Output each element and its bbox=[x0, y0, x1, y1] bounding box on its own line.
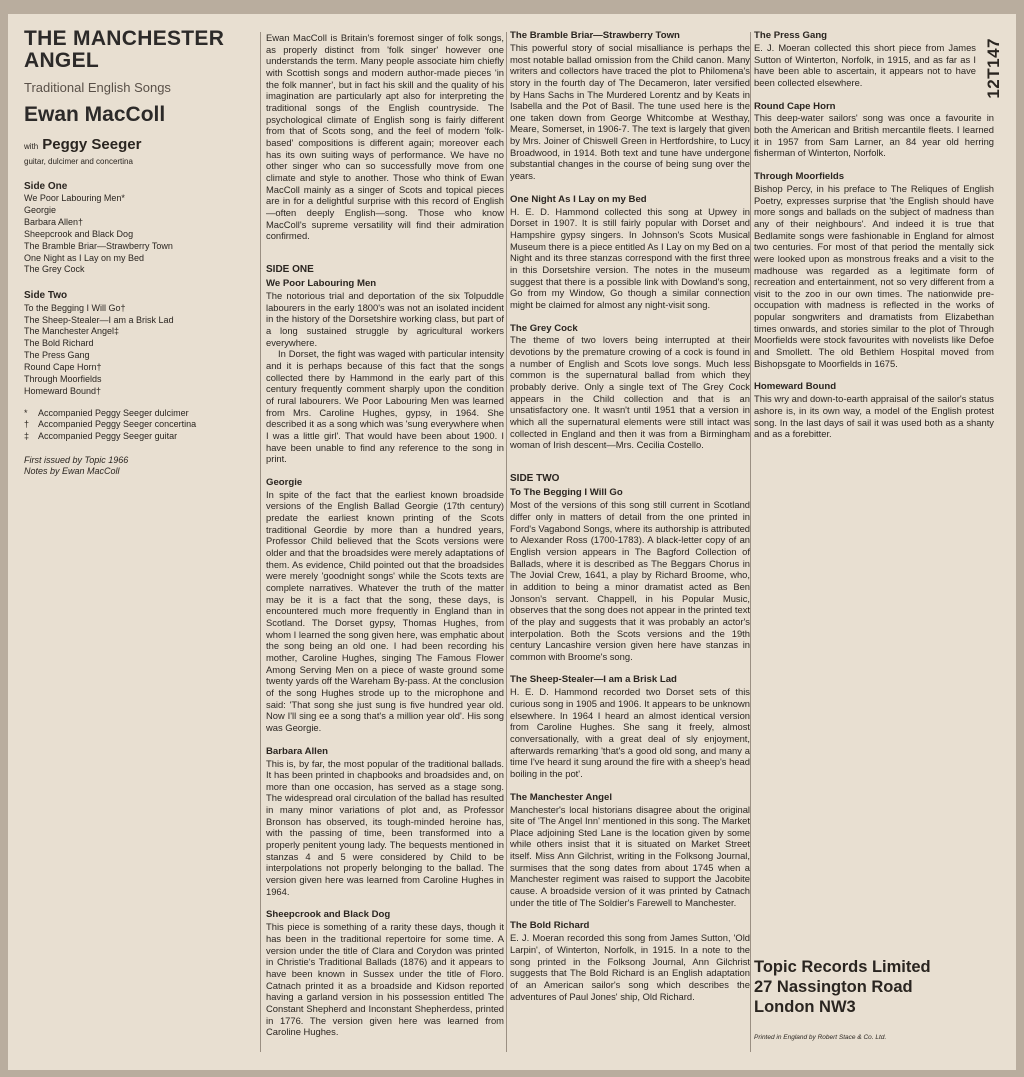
song-notes: E. J. Moeran collected this short piece from James Sutton of Winterton, Norfolk, in 1915, and as far as I have been able to ascertain, it appears not to have been collected elsewhere. bbox=[754, 41, 976, 88]
track: Sheepcrook and Black Dog bbox=[24, 228, 134, 239]
publisher-address: Topic Records Limited 27 Nassington Road London NW3 bbox=[754, 958, 931, 1016]
track: To the Begging I Will Go† bbox=[24, 302, 126, 313]
album-title: THE MANCHESTER ANGEL bbox=[24, 27, 225, 73]
song-heading: One Night As I Lay on my Bed bbox=[510, 193, 647, 205]
song-notes: This piece is something of a rarity these days, though it has been in the traditional repertoire for some time. A version under the title of Clara and Corydon was printed in Christie's Traditional Ballads (1876) and it appears to have been known in Sussex under the title of Floro. Catnach printed it as a broadside and Kidson reported having a garland version in his possession entitled The Constant Shepherd and Inconstant Shepherdess, printed in 1776. The version given here was learned from Caroline Hughes. bbox=[266, 921, 504, 1038]
song-heading: To The Begging I Will Go bbox=[510, 487, 623, 499]
track: We Poor Labouring Men* bbox=[24, 193, 125, 204]
notes-column-4 bbox=[754, 30, 994, 440]
song-notes: H. E. D. Hammond recorded two Dorset sets of this curious song in 1905 and 1906. It appears to be unknown elsewhere. In 1964 I heard an almost identical version from Caroline Hughes. She sang it freely, almost conversationally, with a great deal of sly enjoyment, afterwards remarking 'that's a good old song, and many a time I've heard it sung around the fire with a sheep's head boiling in the pot'. bbox=[510, 686, 750, 779]
song-notes: The theme of two lovers being interrupted at their devotions by the premature crowing of a cock is found in a number of English and Scots love songs. Much less common is the supernatural ballad from which they probably derive. Only a single text of The Grey Cock appears in the Child collection and that is an unsatisfactory one. It wasn't until 1951 that a version in which all the supernatural elements were still intact was collected in England and then it was from a Birmingham woman of Irish descent—Mrs. Cecilia Costello. bbox=[510, 334, 750, 451]
guest-artist: with Peggy Seeger bbox=[24, 136, 142, 154]
catalog-number: 12T147 bbox=[984, 38, 1003, 99]
column-divider bbox=[750, 32, 751, 1052]
column-divider bbox=[260, 32, 261, 1052]
track: The Grey Cock bbox=[24, 264, 85, 275]
song-notes: This is, by far, the most popular of the traditional ballads. It has been printed in chapbooks and broadsides and, on more than one occasion, has served as a stage song. The widespread oral circulation of the ballad has resulted in many minor variations of plot and, as Professor Bronson has observed, its tough-minded heroine has, with the passing of time, been transformed into a properly penitent young lady. The bequests mentioned in stanzas 4 and 5 were considered by Child to be interpolations not properly belonging to the ballad. The version given here was learned from Caroline Hughes in 1964. bbox=[266, 757, 504, 897]
song-notes: This deep-water sailors' song was once a favourite in both the American and British mercantile fleets. I learned it in 1957 from Sam Larner, an 84 year old herring fisherman of Winterton, Norfolk. bbox=[754, 112, 994, 159]
track: Through Moorfields bbox=[24, 373, 102, 384]
song-notes: This wry and down-to-earth appraisal of the sailor's status ashore is, in its own way, a model of the English protest song. In the last days of sail it was used both as a shanty and as a forebitter. bbox=[754, 393, 994, 440]
song-heading: Through Moorfields bbox=[754, 171, 845, 183]
track: Homeward Bound† bbox=[24, 385, 102, 396]
side-one-notes-heading: SIDE ONE bbox=[266, 263, 314, 275]
track: The Bramble Briar—Strawberry Town bbox=[24, 240, 173, 251]
album-back-cover bbox=[8, 14, 1016, 1070]
track: The Sheep-Stealer—I am a Brisk Lad bbox=[24, 314, 174, 325]
track: The Bold Richard bbox=[24, 338, 94, 349]
artist-name: Ewan MacColl bbox=[24, 103, 166, 127]
song-heading: The Bramble Briar—Strawberry Town bbox=[510, 30, 680, 41]
song-notes: In spite of the fact that the earliest known broadside versions of the English Ballad Georgie (17th century) predate the earliest known printing of the Scots traditional Geordie by more than a hundred years, Professor Child believed that the Scots versions were older and that the broadsides were merely adaptations of them. As evidence, Child pointed out that the broadsides were merely 'goodnight songs' while the Scots texts are complete narratives. Whatever the truth of the matter may be it is a fact that the song, these days, is encountered much more frequently in England than in Scotland. The Dorset gypsy, Thomas Hughes, from whom I learned the song given here, was emphatic about the song being an old one. I had been recording his mother, Caroline Hughes, singing The Famous Flower Among Serving Men on a piece of waste ground some twenty yards off the Wareham By-pass. At the conclusion of the song Hughes strode up to the microphone and said: 'That song she just sung is five hundred year old. Now I'll sing ee a song that's a million year old'. His song was Georgie. bbox=[266, 488, 504, 733]
song-notes: Bishop Percy, in his preface to The Reliques of English Poetry, expresses surprise that 'the English should have more songs and ballads on the subject of madness than any of their neighbours'. And indeed it is true that Bedlamite songs were fashionable in England for almost two centuries. For most of that period the mentally sick were looked upon as monstrous freaks and a visit to the madhouse was regarded as a legitimate form of recreation and entertainment, not so very different from a visit to the zoo in our own times. The nationwide pre-occupation with madness is reflected in the works of popular songwriters and dramatists from Elizabethan times onwards, and stories similar to the plot of Through Moorfields were stock favourites with novelists like Defoe and Smollett. The old Bethlem Hospital moved from Bishopsgate to Moorfields in 1675. bbox=[754, 182, 994, 369]
legend-item: * Accompanied Peggy Seeger dulcimer bbox=[24, 407, 189, 418]
song-heading: The Grey Cock bbox=[510, 322, 578, 334]
title-column bbox=[24, 28, 254, 478]
song-heading: The Sheep-Stealer—I am a Brisk Lad bbox=[510, 674, 677, 686]
track: The Manchester Angel‡ bbox=[24, 326, 120, 337]
song-heading: The Press Gang bbox=[754, 30, 828, 41]
song-heading: The Manchester Angel bbox=[510, 791, 612, 803]
song-heading: Homeward Bound bbox=[754, 381, 837, 393]
column-divider bbox=[506, 32, 507, 1052]
song-heading: Round Cape Horn bbox=[754, 100, 836, 112]
printer-credit: Printed in England by Robert Stace & Co. Ltd. bbox=[754, 1034, 887, 1041]
song-heading: We Poor Labouring Men bbox=[266, 278, 377, 290]
song-notes: The notorious trial and deportation of the six Tolpuddle labourers in the early 1800's was not an isolated incident in the history of the Dorsetshire working class, but part of a long sustained struggle by agricultural workers everywhere. bbox=[266, 290, 504, 348]
song-heading: Sheepcrook and Black Dog bbox=[266, 909, 391, 921]
song-notes: This powerful story of social misalliance is perhaps the most notable ballad omission from the Child canon. Many writers and collectors have traced the plot to Philomena's story in the fourth day of The Decameron, later versified by Hans Sachs in The Murdered Lorentz and by Keats in Isabella and the Pot of Basil. The tune used here is the one taken down from George Whitcombe at Westhay, Meare, Somerset, in 1906-7. The text is largely that given by Mrs. Joiner of Chiswell Green in Hertfordshire, to Lucy Broadwood, in 1914. Both text and tune have undergone substantial changes in the course of being sung over the years. bbox=[510, 41, 750, 182]
credits: First issued by Topic 1966 Notes by Ewan MacColl bbox=[24, 454, 129, 477]
song-heading: Georgie bbox=[266, 476, 303, 488]
song-notes: In Dorset, the fight was waged with particular intensity and it is perhaps because of this fact that the songs collected there by Hammond in the early part of this century frequently comment sharply upon the condition of rural labourers. We Poor Labouring Men was learned from Mrs. Caroline Hughes, gypsy, in 1964. She described it as a song which was 'sung everywhere when I was a little girl'. That would have been about 1900. I have been unable to find any reference to the song in print. bbox=[266, 348, 504, 465]
notes-column-2 bbox=[266, 32, 504, 1038]
side-two-heading: Side Two bbox=[24, 290, 68, 302]
song-notes: H. E. D. Hammond collected this song at Upwey in Dorset in 1907. It is still fairly popular with Dorset and Hampshire gypsy singers. In Johnson's Scots Musical Museum there is a piece entitled As I Lay on my Bed on a Night and its three stanzas correspond with the first three in this Dorsetshire version. The notes in the museum suggest that there is a possible link with Dowland's song, Go from my Window, Go though a similar connection might be claimed for almost any night-visit song. bbox=[510, 205, 750, 310]
album-subtitle: Traditional English Songs bbox=[24, 80, 171, 96]
song-heading: The Bold Richard bbox=[510, 920, 590, 932]
song-notes: Most of the versions of this song still current in Scotland differ only in matters of detail from the one printed in Ford's Vagabond Songs, where its authorship is attributed to Alexander Ross (1700-1783). A black-letter copy of an English version appears in The Bagford Collection of Ballads, where it is described as The Beggars Chorus in The Jovial Crew, 1641, a play by Richard Broome, who, in addition to being a minor dramatist acted as Ben Jonson's servant. Chappell, in his Popular Music, observes that the song does not appear in the printed text of the play and suggests that it was probably an actor's interpolation. Both the Scots versions and the 19th century Lancashire version given here have stanzas in common with Broome's song. bbox=[510, 499, 750, 662]
side-two-tracklist bbox=[24, 303, 254, 398]
accompaniment-legend bbox=[24, 408, 254, 443]
side-one-tracklist bbox=[24, 193, 254, 276]
intro-text: Ewan MacColl is Britain's foremost singer of folk songs, as properly distinct from 'folk singer' however one understands the term. Many people associate him chiefly with Scottish songs and modern author-made pieces 'in the folk manner', but in fact his skill and the quality of his imagination are particularly apt also for interpreting the traditional songs of the English countryside. The psychological climate of English song is fairly different from that of Scots song, and the feel of modern 'folk-based' compositions is different again; moreover each has its own suiting ways of performance. We have no other singer who can so successfully move from one climate and style to another. Those who think of Ewan MacColl mainly as a singer of Scots and topical pieces are in for a delightful surprise with this record of English—often deeply English—song. Those who know MacColl's supreme versatility will find their admiration confirmed. bbox=[266, 32, 504, 242]
instruments: guitar, dulcimer and concertina bbox=[24, 156, 133, 166]
track: The Press Gang bbox=[24, 350, 90, 361]
legend-item: ‡ Accompanied Peggy Seeger guitar bbox=[24, 431, 178, 442]
side-one-heading: Side One bbox=[24, 180, 68, 192]
track: Georgie bbox=[24, 205, 57, 215]
song-notes: E. J. Moeran recorded this song from James Sutton, 'Old Larpin', of Winterton, Norfolk, in 1915. In a note to the song printed in the Folksong Journal, Ann Gilchrist suggests that The Bold Richard is an English adaptation of an American sailor's song which describes the adventures of Paul Jones' ship, Old Richard. bbox=[510, 932, 750, 1002]
track: Barbara Allen† bbox=[24, 216, 84, 227]
legend-item: † Accompanied Peggy Seeger concertina bbox=[24, 419, 197, 430]
track: One Night as I Lay on my Bed bbox=[24, 252, 145, 263]
side-two-notes-heading: SIDE TWO bbox=[510, 473, 560, 485]
song-heading: Barbara Allen bbox=[266, 745, 329, 757]
song-notes: Manchester's local historians disagree about the original site of 'The Angel Inn' mentioned in this song. The Market Place adjoining Sted Lane is the location given by some while others insist that it is situated on Market Street itself. Miss Ann Gilchrist, writing in the Folksong Journal, surmises that the song dates from about 1745 when a Manchester regiment was raised to support the Jacobite cause. A broadside version of it was printed by Catnach under the title of The Soldier's Farewell to Manchester. bbox=[510, 803, 750, 908]
notes-column-3 bbox=[510, 30, 750, 1002]
track: Round Cape Horn† bbox=[24, 362, 102, 373]
